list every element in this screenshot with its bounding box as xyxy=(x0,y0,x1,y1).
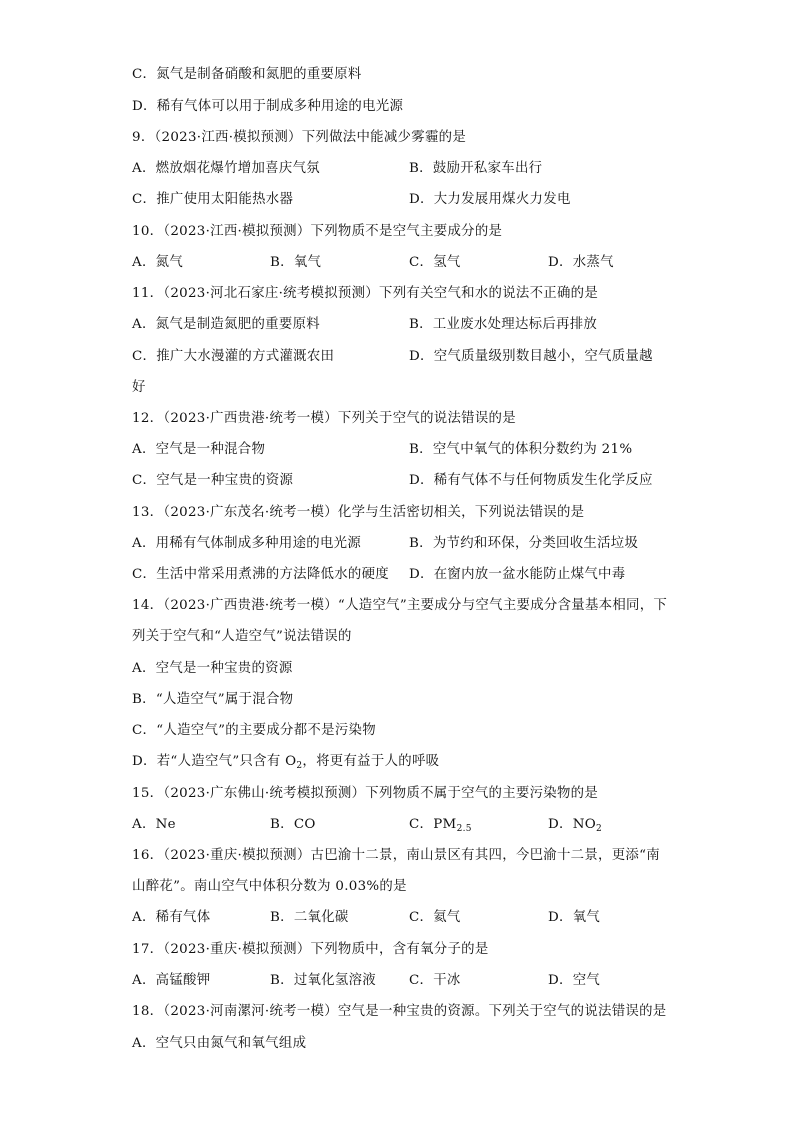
question-12-option-c: C．空气是一种宝贵的资源 xyxy=(132,473,294,488)
question-13-stem: 13．（2023·广东茂名·统考一模）化学与生活密切相关，下列说法错误的是 xyxy=(132,505,585,520)
question-15-option-d: D．$NO_2$ xyxy=(548,817,603,834)
question-10-option-b: B．氧气 xyxy=(270,255,322,270)
question-16-stem-continued: 山醉花”。南山空气中体积分数为 0.03%的是 xyxy=(132,879,407,894)
question-13-option-c: C．生活中常采用煮沸的方法降低水的硬度 xyxy=(132,567,389,582)
question-16-option-c: C．氦气 xyxy=(409,910,461,925)
question-11-option-d: D．空气质量级别数目越小，空气质量越 xyxy=(409,349,653,364)
question-10-option-c: C．氢气 xyxy=(409,255,461,270)
question-12-option-a: A．空气是一种混合物 xyxy=(132,442,266,457)
question-11-option-d-continued: 好 xyxy=(132,380,146,395)
question-18-option-a: A．空气只由氮气和氧气组成 xyxy=(132,1036,307,1051)
question-9-option-b: B．鼓励开私家车出行 xyxy=(409,161,543,176)
question-18-stem: 18．（2023·河南漯河·统考一模）空气是一种宝贵的资源。下列关于空气的说法错误的是 xyxy=(132,1004,667,1019)
question-9-option-d: D．大力发展用煤火力发电 xyxy=(409,192,571,207)
question-14-stem: 14．（2023·广西贵港·统考一模）“人造空气”主要成分与空气主要成分含量基本相同，下 xyxy=(132,598,668,613)
question-11-option-c: C．推广大水漫灌的方式灌溉农田 xyxy=(132,349,335,364)
question-15-stem: 15．（2023·广东佛山·统考模拟预测）下列物质不属于空气的主要污染物的是 xyxy=(132,786,599,801)
question-15-option-a: A．Ne xyxy=(132,817,176,832)
question-16-option-d: D．氧气 xyxy=(548,910,601,925)
question-12-option-b: B．空气中氧气的体积分数约为 21% xyxy=(409,442,633,457)
question-17-option-b: B．过氧化氢溶液 xyxy=(270,973,376,988)
question-10-option-d: D．水蒸气 xyxy=(548,255,614,270)
question-13-option-a: A．用稀有气体制成多种用途的电光源 xyxy=(132,536,362,551)
question-10-stem: 10．（2023·江西·模拟预测）下列物质不是空气主要成分的是 xyxy=(132,224,503,239)
question-15-option-c: C．$PM_{2.5}$ xyxy=(409,817,472,834)
question-17-stem: 17．（2023·重庆·模拟预测）下列物质中，含有氧分子的是 xyxy=(132,942,489,957)
question-14-option-c: C．“人造空气”的主要成分都不是污染物 xyxy=(132,723,376,738)
question-16-option-a: A．稀有气体 xyxy=(132,910,211,925)
question-11-option-a: A．氮气是制造氮肥的重要原料 xyxy=(132,317,320,332)
question-9-option-c: C．推广使用太阳能热水器 xyxy=(132,192,294,207)
question-15-option-b: B．CO xyxy=(270,817,316,832)
question-11-stem: 11．（2023·河北石家庄·统考模拟预测）下列有关空气和水的说法不正确的是 xyxy=(132,286,599,301)
question-10-option-a: A．氮气 xyxy=(132,255,184,270)
question-8-option-c: C．氮气是制备硝酸和氮肥的重要原料 xyxy=(132,67,362,82)
question-17-option-a: A．高锰酸钾 xyxy=(132,973,211,988)
question-16-stem: 16．（2023·重庆·模拟预测）古巴渝十二景，南山景区有其四，今巴渝十二景，更添“南 xyxy=(132,848,660,863)
question-9-option-a: A．燃放烟花爆竹增加喜庆气氛 xyxy=(132,161,320,176)
question-12-stem: 12．（2023·广西贵港·统考一模）下列关于空气的说法错误的是 xyxy=(132,411,516,426)
question-13-option-d: D．在窗内放一盆水能防止煤气中毒 xyxy=(409,567,626,582)
question-14-stem-continued: 列关于空气和“人造空气”说法错误的 xyxy=(132,629,352,644)
question-11-option-b: B．工业废水处理达标后再排放 xyxy=(409,317,598,332)
question-8-option-d: D．稀有气体可以用于制成多种用途的电光源 xyxy=(132,99,404,114)
question-13-option-b: B．为节约和环保，分类回收生活垃圾 xyxy=(409,536,639,551)
question-14-option-b: B．“人造空气”属于混合物 xyxy=(132,692,294,707)
question-16-option-b: B．二氧化碳 xyxy=(270,910,349,925)
question-14-option-a: A．空气是一种宝贵的资源 xyxy=(132,661,293,676)
question-12-option-d: D．稀有气体不与任何物质发生化学反应 xyxy=(409,473,653,488)
question-14-option-d: D．若“人造空气”只含有 $O_2$，将更有益于人的呼吸 xyxy=(132,754,440,771)
question-17-option-c: C．干冰 xyxy=(409,973,461,988)
question-17-option-d: D．空气 xyxy=(548,973,601,988)
question-9-stem: 9．（2023·江西·模拟预测）下列做法中能减少雾霾的是 xyxy=(132,130,467,145)
